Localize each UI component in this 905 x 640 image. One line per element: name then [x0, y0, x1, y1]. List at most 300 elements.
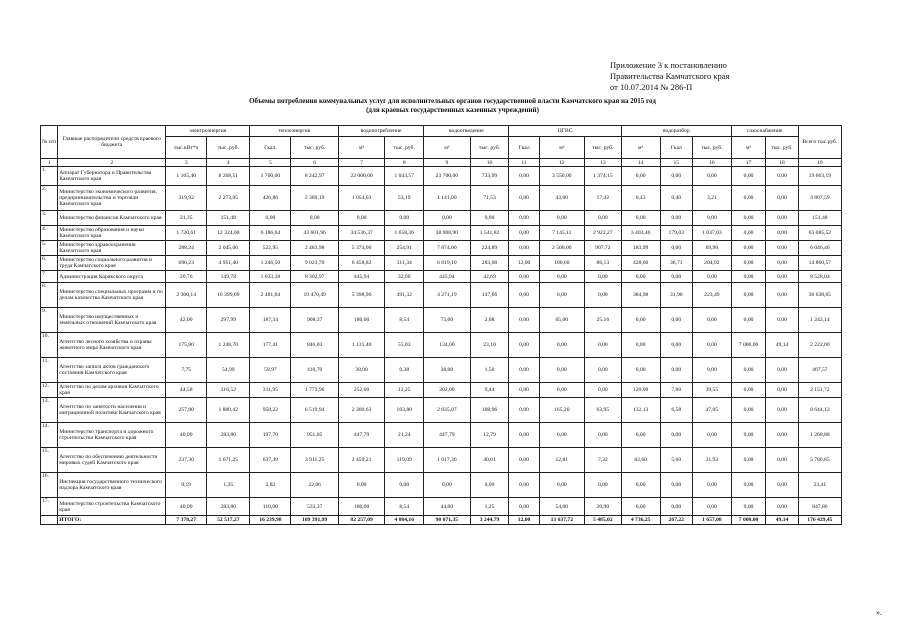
cell-value: 5 374,00: [338, 241, 384, 256]
cell-value: 1 541,82: [470, 226, 509, 241]
cell-value: 0,00: [766, 271, 798, 283]
cell-value: 0,00: [731, 383, 766, 398]
cell-value: 65,00: [539, 308, 584, 333]
cell-value: 0,00: [584, 423, 621, 448]
cell-value: 0,00: [660, 498, 692, 516]
cell-value: 0,00: [621, 308, 660, 333]
table-row: [41, 398, 842, 423]
cell-value: 410,70: [291, 358, 338, 383]
cell-value: 5 780,85: [798, 448, 841, 473]
cell-value: 257,80: [166, 398, 207, 423]
cell-value: 12,25: [385, 383, 424, 398]
cell-value: 0,00: [621, 423, 660, 448]
cell-value: 197,70: [250, 423, 291, 448]
cell-value: 55,03: [385, 333, 424, 358]
cell-value: 38 908,90: [424, 226, 470, 241]
row-name: Инспекция государственного технического надзора Камчатского края: [58, 473, 166, 498]
cell-value: 445,94: [424, 271, 470, 283]
cell-value: 40,00: [166, 423, 207, 448]
column-number: 5: [250, 159, 291, 167]
row-name: Министерство образования и науки Камчатского края: [58, 226, 166, 241]
table-row: [41, 358, 842, 383]
cell-value: 0,00: [766, 423, 798, 448]
cell-value: 1 700,00: [250, 167, 291, 186]
total-value: 49,14: [766, 516, 798, 525]
cell-value: 43 601,96: [291, 226, 338, 241]
cell-value: 0,00: [660, 308, 692, 333]
cell-value: 0,00: [509, 167, 539, 186]
cell-value: 8 268,51: [207, 167, 250, 186]
header-unit: тыс. руб.: [207, 137, 250, 159]
table-row: [41, 226, 842, 241]
cell-value: 2 300,14: [166, 283, 207, 308]
cell-value: 0,00: [731, 167, 766, 186]
cell-value: 183,99: [621, 241, 660, 256]
cell-value: 6 046,46: [798, 241, 841, 256]
cell-value: 0,00: [731, 241, 766, 256]
cell-value: 0,00: [731, 283, 766, 308]
cell-value: 180,00: [338, 308, 384, 333]
cell-value: 1 246,50: [250, 256, 291, 271]
cell-value: 0,00: [250, 211, 291, 226]
cell-value: 36,71: [660, 256, 692, 271]
cell-value: 637,49: [250, 448, 291, 473]
cell-value: 120,00: [621, 383, 660, 398]
cell-value: 42,00: [166, 308, 207, 333]
cell-value: 384,98: [621, 283, 660, 308]
cell-value: 907,72: [584, 241, 621, 256]
cell-value: 14 860,57: [798, 256, 841, 271]
cell-value: 0,00: [660, 473, 692, 498]
cell-value: 0,00: [766, 473, 798, 498]
total-value: 267,22: [660, 516, 692, 525]
cell-value: 0,00: [539, 358, 584, 383]
header-unit: Гкал.: [250, 137, 291, 159]
header-unit: Гкал: [660, 137, 692, 159]
row-name: Агентство записи актов гражданского состояния Камчатского края: [58, 358, 166, 383]
cell-value: 0,00: [509, 473, 539, 498]
table-row: [41, 473, 842, 498]
cell-value: 283,80: [207, 498, 250, 516]
total-value: 16 239,98: [250, 516, 291, 525]
cell-value: 288,24: [166, 241, 207, 256]
total-value: 90 071,35: [424, 516, 470, 525]
cell-value: 237,30: [166, 448, 207, 473]
row-name: Министерство финансов Камчатского края: [58, 211, 166, 226]
cell-value: 0,00: [731, 271, 766, 283]
cell-value: 0,00: [539, 383, 584, 398]
total-value: 176 429,45: [798, 516, 841, 525]
header-unit: тыс. руб.: [470, 137, 509, 159]
cell-value: 7,00: [660, 383, 692, 398]
cell-value: 0,00: [621, 211, 660, 226]
cell-value: 0,00: [731, 211, 766, 226]
cell-value: 0,00: [766, 383, 798, 398]
cell-value: 311,95: [250, 383, 291, 398]
cell-value: 1 131,40: [338, 333, 384, 358]
cell-value: 2 481,04: [250, 283, 291, 308]
cell-value: 0,00: [621, 498, 660, 516]
cell-value: 0,00: [509, 226, 539, 241]
cell-value: 0,00: [660, 211, 692, 226]
cell-value: 44,00: [424, 498, 470, 516]
cell-value: 7,32: [584, 448, 621, 473]
cell-value: 0,00: [731, 398, 766, 423]
row-name: Министерство строительства Камчатского края: [58, 498, 166, 516]
cell-value: 283,08: [470, 256, 509, 271]
row-name: Агентство по занятости населения и миграционной политике Камчатского края: [58, 398, 166, 423]
cell-value: 311,34: [385, 256, 424, 271]
cell-value: 119,09: [385, 448, 424, 473]
row-number: 7.: [41, 271, 58, 283]
cell-value: 0,00: [766, 308, 798, 333]
column-number: 19: [798, 159, 841, 167]
cell-value: 204,92: [692, 256, 731, 271]
cell-value: 0,00: [692, 423, 731, 448]
title-line-2: (для краевых государственных казенных учреждений): [366, 106, 539, 114]
cell-value: 0,00: [584, 383, 621, 398]
cell-value: 4 807,59: [798, 186, 841, 211]
cell-value: 426,86: [250, 186, 291, 211]
table-row: [41, 383, 842, 398]
cell-value: 0,00: [621, 271, 660, 283]
cell-value: 31,90: [660, 283, 692, 308]
cell-value: 175,80: [166, 333, 207, 358]
cell-value: 151,48: [798, 211, 841, 226]
cell-value: 151,48: [207, 211, 250, 226]
cell-value: 36 638,05: [798, 283, 841, 308]
row-name: Министерство транспорта и дорожного строительства Камчатского края: [58, 423, 166, 448]
header-group: газоснабжение: [731, 126, 798, 137]
cell-value: 0,00: [766, 283, 798, 308]
total-value: 12,00: [509, 516, 539, 525]
cell-value: 1 054,03: [338, 186, 384, 211]
total-row-number: [41, 516, 58, 525]
document-title: [0, 97, 905, 115]
cell-value: 0,00: [621, 167, 660, 186]
column-number: 18: [766, 159, 798, 167]
cell-value: 49,14: [766, 333, 798, 358]
cell-value: 696,23: [166, 256, 207, 271]
table-row: [41, 186, 842, 211]
total-value: 1 657,08: [692, 516, 731, 525]
row-number: 12.: [41, 383, 58, 398]
cell-value: 316,52: [207, 383, 250, 398]
cell-value: 1,35: [207, 473, 250, 498]
cell-value: 1 658,36: [385, 226, 424, 241]
total-value: 4 084,16: [385, 516, 424, 525]
appendix-line-3: от 10.07.2014 № 286-П: [610, 82, 693, 92]
header-unit: Гкал: [509, 137, 539, 159]
cell-value: 0,00: [539, 283, 584, 308]
cell-value: 0,00: [621, 358, 660, 383]
table-row: [41, 271, 842, 283]
cell-value: 12,81: [539, 448, 584, 473]
cell-value: 0,00: [766, 241, 798, 256]
total-value: 52 517,27: [207, 516, 250, 525]
cell-value: 1 141,00: [424, 186, 470, 211]
header-unit: тыс. руб.: [291, 137, 338, 159]
cell-value: 2 273,05: [207, 186, 250, 211]
cell-value: 428,66: [621, 256, 660, 271]
row-name: Министерство имущественных и земельных отношений Камчатского края: [58, 308, 166, 333]
cell-value: 0,00: [539, 423, 584, 448]
cell-value: 0,00: [509, 423, 539, 448]
column-number: 12: [539, 159, 584, 167]
header-unit: м³: [731, 137, 766, 159]
cell-value: 0,00: [509, 398, 539, 423]
cell-value: 2 500,00: [539, 241, 584, 256]
row-name: Агентство лесного хозяйства и охраны животного мира Камчатского края: [58, 333, 166, 358]
cell-value: 0,00: [731, 308, 766, 333]
cell-value: 34 536,37: [338, 226, 384, 241]
cell-value: 0,00: [660, 167, 692, 186]
cell-value: 1,50: [470, 358, 509, 383]
cell-value: 23,10: [470, 333, 509, 358]
cell-value: 25,16: [584, 308, 621, 333]
cell-value: 733,99: [470, 167, 509, 186]
cell-value: 0,00: [692, 211, 731, 226]
cell-value: 0,00: [766, 167, 798, 186]
cell-value: 0,00: [692, 167, 731, 186]
cell-value: 0,00: [731, 256, 766, 271]
cell-value: 0,40: [660, 186, 692, 211]
total-value: 4 736,25: [621, 516, 660, 525]
cell-value: 908,37: [291, 308, 338, 333]
column-number: 13: [584, 159, 621, 167]
cell-value: 447,79: [424, 423, 470, 448]
total-label: ИТОГО:: [58, 516, 166, 525]
cell-value: 0,00: [621, 473, 660, 498]
total-value: 82 257,09: [338, 516, 384, 525]
cell-value: 0,00: [692, 271, 731, 283]
corner-mark: ».: [876, 608, 882, 617]
table-row: [41, 241, 842, 256]
cell-value: 0,00: [731, 186, 766, 211]
cell-value: 20,76: [166, 271, 207, 283]
cell-value: 6 819,10: [424, 256, 470, 271]
cell-value: 4 271,19: [424, 283, 470, 308]
cell-value: 2 835,07: [424, 398, 470, 423]
header-unit: м³: [338, 137, 384, 159]
cell-value: 63 085,52: [798, 226, 841, 241]
cell-value: 23,41: [798, 473, 841, 498]
table-row: [41, 308, 842, 333]
header-unit: м³: [621, 137, 660, 159]
cell-value: 2 459,21: [338, 448, 384, 473]
total-value: 3 244,79: [470, 516, 509, 525]
cell-value: 0,00: [731, 226, 766, 241]
cell-value: 0,00: [509, 498, 539, 516]
cell-value: 8 528,04: [798, 271, 841, 283]
row-name: Аппарат Губернатора и Правительства Камчатского края: [58, 167, 166, 186]
cell-value: 6 186,64: [250, 226, 291, 241]
cell-value: 0,00: [766, 256, 798, 271]
cell-value: 1 800,42: [207, 398, 250, 423]
header-group: водопотребление: [338, 126, 423, 137]
cell-value: 8 302,97: [291, 271, 338, 283]
table-row: [41, 211, 842, 226]
row-name: Агентство по обеспечению деятельности мировых судей Камчатского края: [58, 448, 166, 473]
appendix-header: [610, 60, 729, 93]
row-number: 8.: [41, 283, 58, 308]
cell-value: 8 242,97: [291, 167, 338, 186]
cell-value: 0,38: [385, 358, 424, 383]
cell-value: 445,94: [338, 271, 384, 283]
cell-value: 21,24: [385, 423, 424, 448]
total-value: 5 485,02: [584, 516, 621, 525]
table-row: [41, 283, 842, 308]
table-row: [41, 448, 842, 473]
cell-value: 0,43: [621, 186, 660, 211]
cell-value: 1 165,40: [166, 167, 207, 186]
cell-value: 0,00: [291, 211, 338, 226]
cell-value: 134,00: [424, 333, 470, 358]
cell-value: 1 671,25: [207, 448, 250, 473]
cell-value: 22 000,00: [338, 167, 384, 186]
header-group: электроэнергия: [166, 126, 250, 137]
row-number: 3.: [41, 211, 58, 226]
total-value: 7 378,27: [166, 516, 207, 525]
cell-value: 180,00: [338, 498, 384, 516]
column-number: 1: [41, 159, 58, 167]
cell-value: 2 151,72: [798, 383, 841, 398]
row-number: 2.: [41, 186, 58, 211]
row-name: Министерство здравоохранения Камчатского края: [58, 241, 166, 256]
cell-value: 7,75: [166, 358, 207, 383]
cell-value: 71,53: [470, 186, 509, 211]
cell-value: 31,93: [692, 448, 731, 473]
cell-value: 8,54: [385, 308, 424, 333]
cell-value: 12 324,08: [207, 226, 250, 241]
cell-value: 0,00: [660, 358, 692, 383]
cell-value: 86,13: [584, 256, 621, 271]
header-group: ЦГВС: [509, 126, 621, 137]
header-unit: м³: [424, 137, 470, 159]
column-number: 17: [731, 159, 766, 167]
cell-value: 0,00: [509, 448, 539, 473]
header-group: водоотведение: [424, 126, 509, 137]
header-unit: тыс. руб.: [584, 137, 621, 159]
cell-value: 3 550,00: [539, 167, 584, 186]
column-number: 16: [692, 159, 731, 167]
cell-value: 0,00: [731, 448, 766, 473]
title-line-1: Объемы потребления коммунальных услуг для исполнительных органов государственной власти Камчатского края на 2015 год: [249, 97, 656, 105]
consumption-table: [40, 125, 842, 525]
cell-value: 2 389,19: [291, 186, 338, 211]
cell-value: 1 720,61: [166, 226, 207, 241]
row-name: Администрация Корякского округа: [58, 271, 166, 283]
column-number: 2: [58, 159, 166, 167]
row-number: 16.: [41, 473, 58, 498]
cell-value: 0,00: [584, 333, 621, 358]
table-row: [41, 333, 842, 358]
cell-value: 2,82: [250, 473, 291, 498]
cell-value: 44,58: [166, 383, 207, 398]
cell-value: 21,35: [166, 211, 207, 226]
cell-value: 0,00: [539, 271, 584, 283]
header-group: водоразбор: [621, 126, 731, 137]
cell-value: 0,00: [470, 211, 509, 226]
total-value: 7 000,00: [731, 516, 766, 525]
cell-value: 0,00: [584, 358, 621, 383]
column-number: 8: [385, 159, 424, 167]
cell-value: 0,00: [660, 333, 692, 358]
cell-value: 103,80: [385, 398, 424, 423]
column-number: 4: [207, 159, 250, 167]
cell-value: 100,60: [539, 256, 584, 271]
cell-value: 1,25: [470, 498, 509, 516]
cell-value: 0,00: [660, 241, 692, 256]
cell-value: 0,00: [584, 271, 621, 283]
cell-value: 0,00: [424, 211, 470, 226]
cell-value: 187,34: [250, 308, 291, 333]
cell-value: 2 045,06: [207, 241, 250, 256]
total-row: [41, 516, 842, 525]
cell-value: 0,00: [766, 498, 798, 516]
cell-value: 63,95: [584, 398, 621, 423]
cell-value: 2 922,27: [584, 226, 621, 241]
cell-value: 1 043,57: [385, 167, 424, 186]
cell-value: 951,05: [291, 423, 338, 448]
row-number: 11.: [41, 358, 58, 383]
cell-value: 54,99: [207, 358, 250, 383]
cell-value: 0,00: [584, 283, 621, 308]
cell-value: 0,00: [692, 308, 731, 333]
cell-value: 1 033,18: [250, 271, 291, 283]
cell-value: 0,00: [731, 498, 766, 516]
cell-value: 12,79: [470, 423, 509, 448]
cell-value: 3,21: [692, 186, 731, 211]
cell-value: 0,00: [509, 211, 539, 226]
cell-value: 69,90: [692, 241, 731, 256]
cell-value: 149,78: [207, 271, 250, 283]
column-number: 14: [621, 159, 660, 167]
cell-value: 132,13: [621, 398, 660, 423]
cell-value: 7 145,11: [539, 226, 584, 241]
cell-value: 12,00: [509, 256, 539, 271]
cell-value: 2 483,98: [291, 241, 338, 256]
cell-value: 283,80: [207, 423, 250, 448]
row-number: 10.: [41, 333, 58, 358]
row-number: 4.: [41, 226, 58, 241]
cell-value: 32,60: [385, 271, 424, 283]
cell-value: 6 458,82: [338, 256, 384, 271]
column-number: 3: [166, 159, 207, 167]
column-number: 10: [470, 159, 509, 167]
cell-value: 0,00: [731, 358, 766, 383]
cell-value: 19 470,49: [291, 283, 338, 308]
cell-value: 252,00: [338, 383, 384, 398]
cell-value: 1 037,03: [692, 226, 731, 241]
appendix-line-1: Приложение 3 к постановлению: [610, 60, 727, 70]
cell-value: 0,00: [766, 398, 798, 423]
table-row: [41, 167, 842, 186]
header-unit: тыс. руб.: [692, 137, 731, 159]
cell-value: 0,00: [584, 473, 621, 498]
column-number: 15: [660, 159, 692, 167]
row-name: Министерство специальных программ и по делам казачества Камчатского края: [58, 283, 166, 308]
row-name: Агентство по делам архивов Камчатского края: [58, 383, 166, 398]
row-number: 17.: [41, 498, 58, 516]
row-number: 13.: [41, 398, 58, 423]
cell-value: 0,00: [692, 498, 731, 516]
cell-value: 0,00: [731, 423, 766, 448]
cell-value: 0,00: [621, 333, 660, 358]
cell-value: 40,00: [166, 498, 207, 516]
cell-value: 47,05: [692, 398, 731, 423]
cell-value: 0,00: [338, 211, 384, 226]
